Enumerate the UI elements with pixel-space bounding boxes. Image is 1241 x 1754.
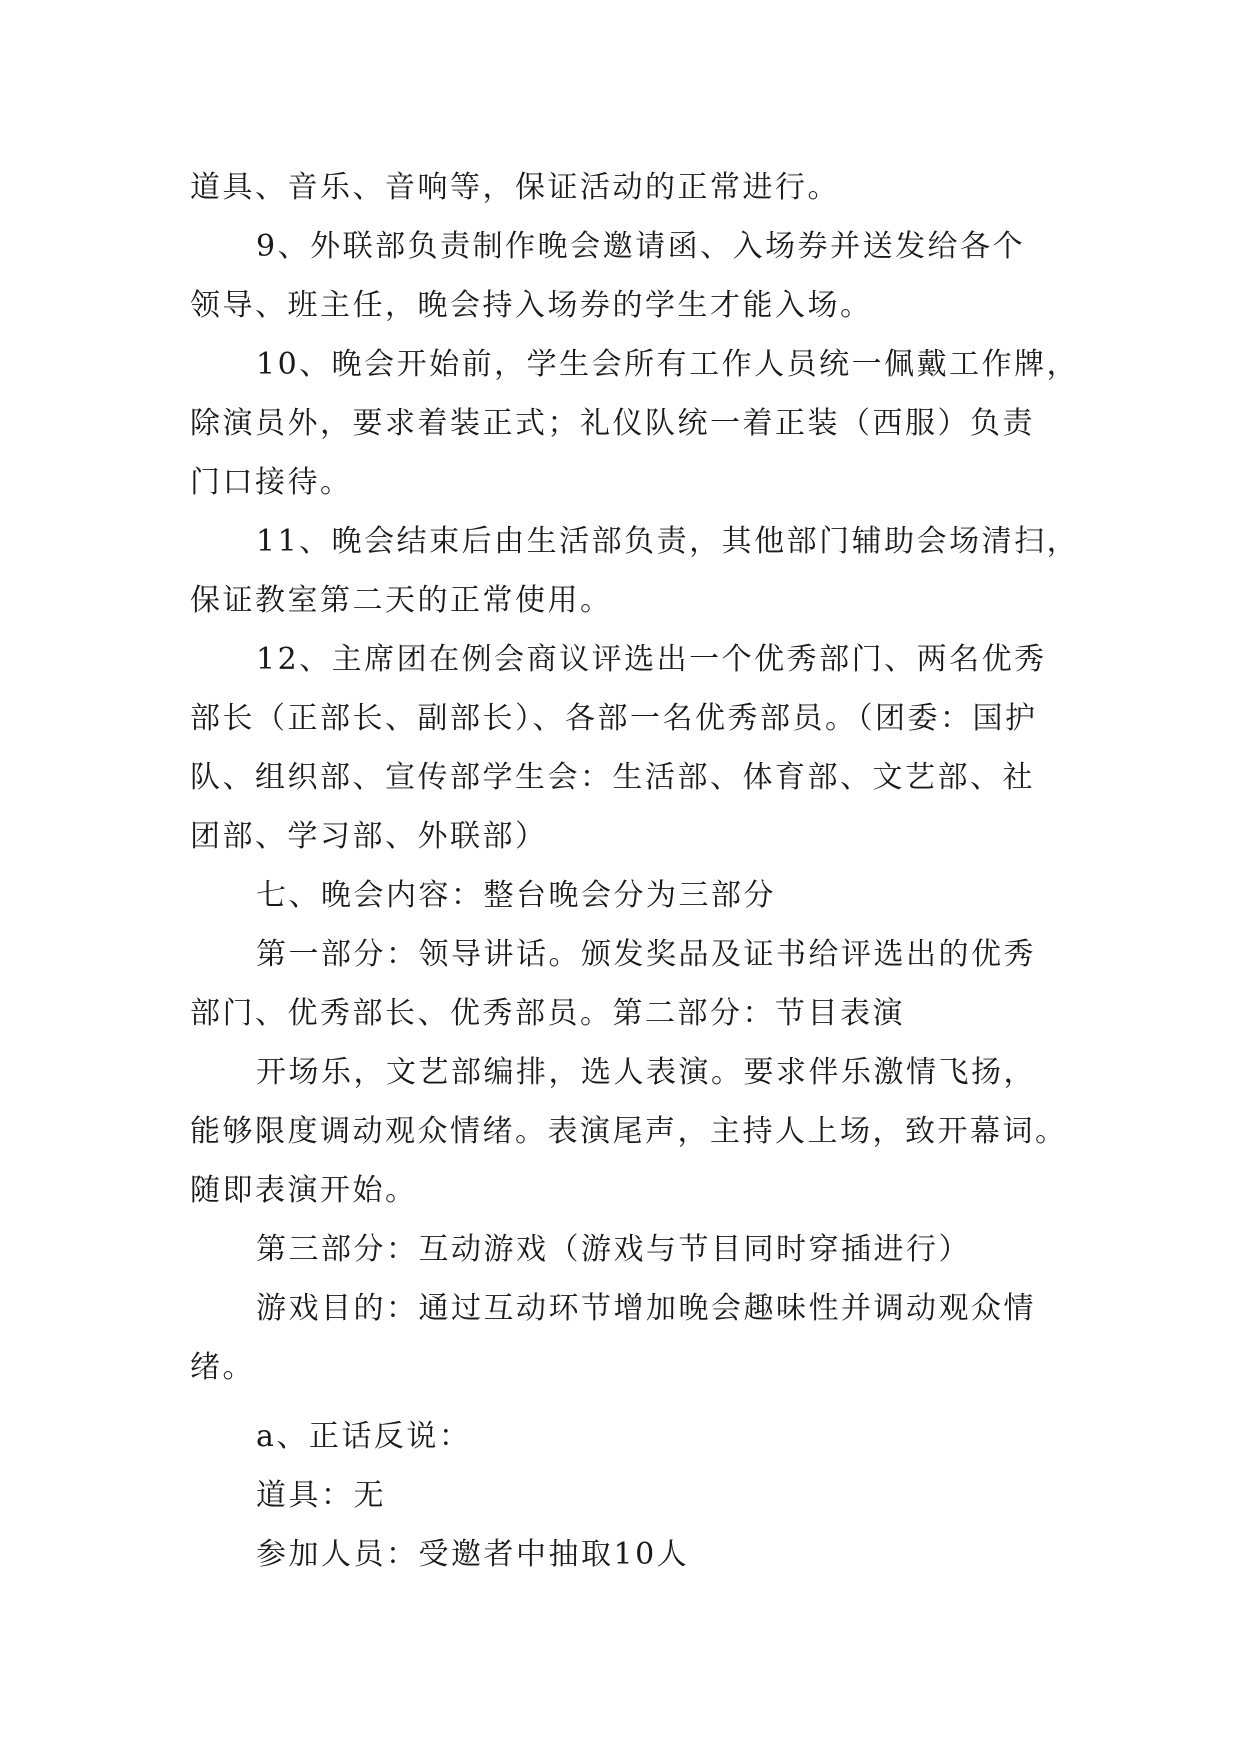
text-line: 保证教室第二天的正常使用。 [190,583,613,618]
text-line: 部门、优秀部长、优秀部员。第二部分：节目表演 [190,996,905,1031]
paragraph-game-a-participants [190,1525,1060,1584]
text-line: 9、外联部负责制作晚会邀请函、入场券并送发给各个 [256,229,1026,264]
text-line: 道具、音乐、音响等，保证活动的正常进行。 [190,170,840,205]
text-line: 11、晚会结束后由生活部负责，其他部门辅助会场清扫， [256,524,1080,559]
text-line: 游戏目的：通过互动环节增加晚会趣味性并调动观众情 [256,1291,1036,1326]
paragraph-item-9 [190,217,1060,335]
text-line: 随即表演开始。 [190,1173,418,1208]
text-line: 团部、学习部、外联部） [190,819,548,854]
text-line: 12、主席团在例会商议评选出一个优秀部门、两名优秀 [256,642,1047,677]
text-line: a、正话反说： [256,1419,472,1454]
paragraph-item-12 [190,630,1060,866]
paragraph-game-purpose [190,1279,1060,1397]
text-line: 除演员外，要求着装正式；礼仪队统一着正装（西服）负责 [190,406,1035,441]
text-line: 第一部分：领导讲话。颁发奖品及证书给评选出的优秀 [256,937,1036,972]
text-line: 队、组织部、宣传部学生会：生活部、体育部、文艺部、社 [190,760,1035,795]
text-line: 第三部分：互动游戏（游戏与节目同时穿插进行） [256,1232,971,1267]
text-line: 道具：无 [256,1478,386,1513]
text-line: 绪。 [190,1350,255,1385]
paragraph-game-a-title [190,1407,1060,1466]
text-line: 七、晚会内容：整台晚会分为三部分 [256,878,776,913]
paragraph-props-music [190,158,1060,217]
document-body [190,158,1080,1584]
paragraph-game-a-props [190,1466,1060,1525]
text-line: 部长（正部长、副部长）、各部一名优秀部员。（团委：国护 [190,701,1038,736]
text-line: 开场乐，文艺部编排，选人表演。要求伴乐激情飞扬， [256,1055,1036,1090]
section-heading-party-content [190,866,1060,925]
paragraph-item-10 [190,335,1080,512]
paragraph-opening-music [190,1043,1068,1220]
paragraph-item-11 [190,512,1080,630]
text-line: 领导、班主任，晚会持入场券的学生才能入场。 [190,288,873,323]
text-line: 门口接待。 [190,465,353,500]
text-line: 能够限度调动观众情绪。表演尾声，主持人上场，致开幕词。 [190,1114,1068,1149]
text-line: 10、晚会开始前，学生会所有工作人员统一佩戴工作牌， [256,347,1080,382]
paragraph-part-one [190,925,1060,1043]
text-line: 参加人员：受邀者中抽取10人 [256,1537,690,1572]
paragraph-part-three [190,1220,1060,1279]
